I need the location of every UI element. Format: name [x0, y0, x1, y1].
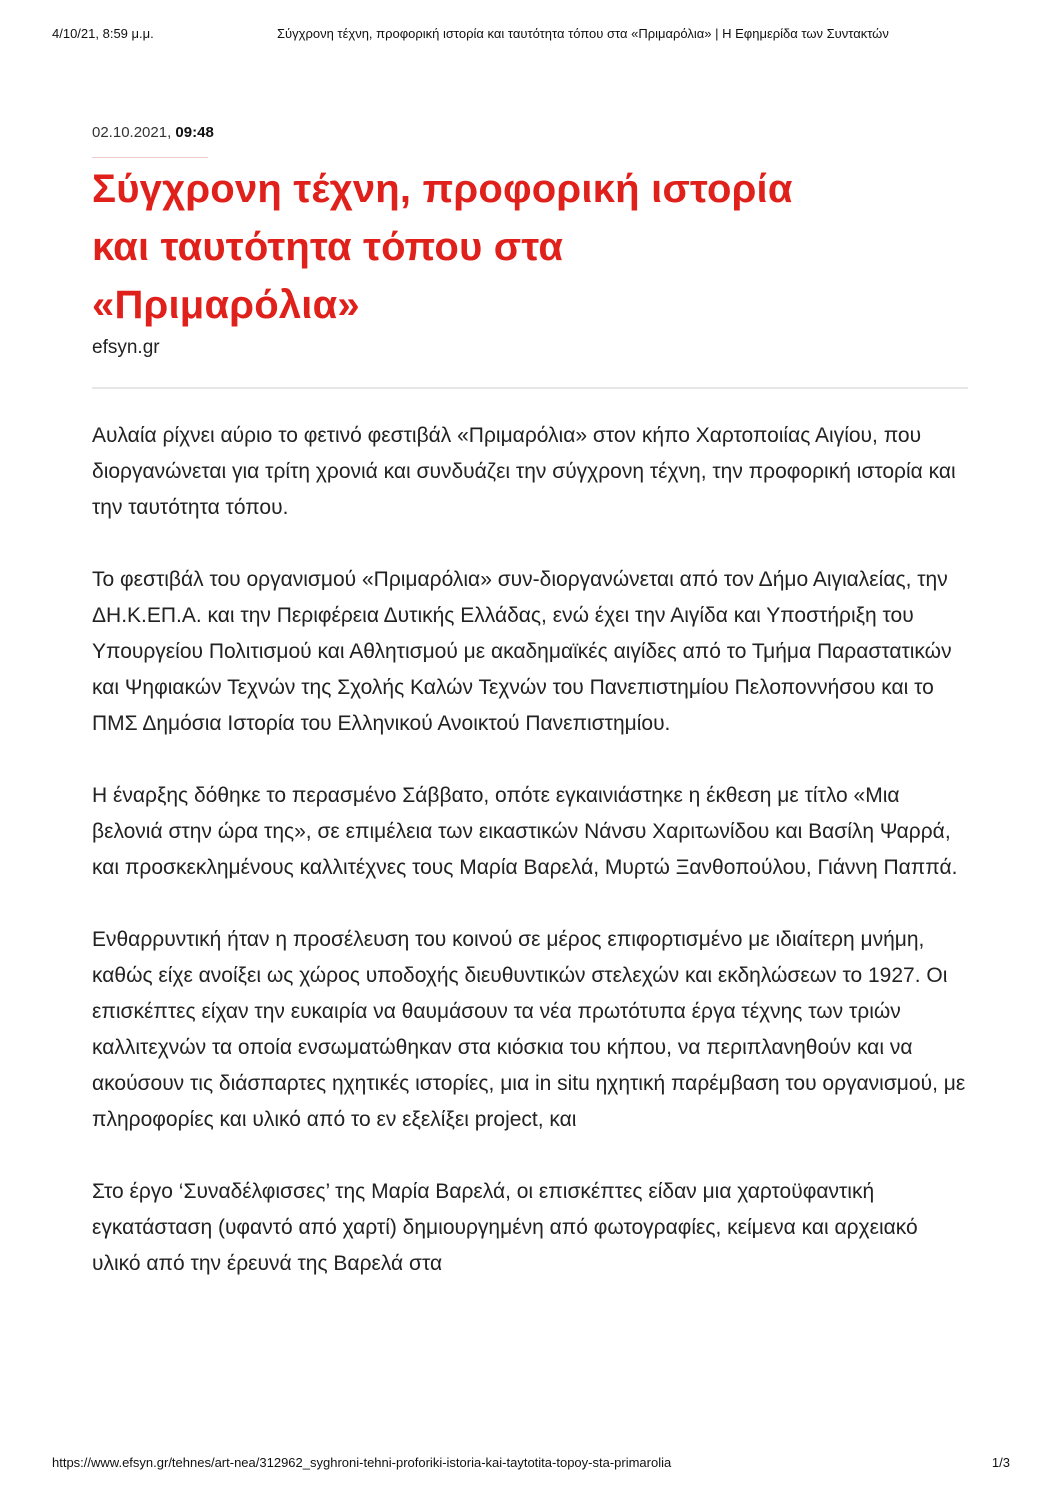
print-page-number: 1/3	[991, 1455, 1010, 1470]
article-paragraph: Το φεστιβάλ του οργανισμού «Πριμαρόλια» συν-διοργανώνεται από τον Δήμο Αιγιαλείας, την ΔΗ.Κ.ΕΠ.Α. και την Περιφέρεια Δυτικής Ελλάδας, ενώ έχει την Αιγίδα και Υποστήριξη του Υπουργείου Πολιτισμού και Αθλητισμού με ακαδημαϊκές αιγίδες από το Τμήμα Παραστατικών και Ψηφιακών Τεχνών της Σχολής Καλών Τεχνών του Πανεπιστημίου Πελοποννήσου και το ΠΜΣ Δημόσια Ιστορία του Ελληνικού Ανοικτού Πανεπιστημίου.	[92, 568, 952, 735]
print-header	[52, 26, 1006, 42]
print-footer	[52, 1455, 1010, 1471]
print-datetime: 4/10/21, 8:59 μ.μ.	[52, 26, 154, 41]
article-meta	[92, 124, 214, 141]
print-page-title: Σύγχρονη τέχνη, προφορική ιστορία και ταυτότητα τόπου στα «Πριμαρόλια» | Η Εφημερίδα των Συντακτών	[277, 26, 889, 41]
article-time: 09:48	[175, 124, 214, 141]
article-paragraph: Ενθαρρυντική ήταν η προσέλευση του κοινού σε μέρος επιφορτισμένο με ιδιαίτερη μνήμη, καθώς είχε ανοίξει ως χώρος υποδοχής διευθυντικών στελεχών και εκδηλώσεων το 1927. Οι επισκέπτες είχαν την ευκαιρία να θαυμάσουν τα νέα πρωτότυπα έργα τέχνης των τριών καλλιτεχνών τα οποία ενσωματώθηκαν στα κιόσκια του κήπου, να περιπλανηθούν και να ακούσουν τις διάσπαρτες ηχητικές ιστορίες, μια in situ ηχητική παρέμβαση του οργανισμού, με πληροφορίες και υλικό από το εν εξελίξει project, και	[92, 928, 966, 1131]
print-url[interactable]: https://www.efsyn.gr/tehnes/art-nea/312962_syghroni-tehni-proforiki-istoria-kai-taytotita-topoy-sta-primarolia	[52, 1455, 672, 1470]
article-paragraph: Η έναρξης δόθηκε το περασμένο Σάββατο, οπότε εγκαινιάστηκε η έκθεση με τίτλο «Μια βελονιά στην ώρα της», σε επιμέλεια των εικαστικών Νάνσυ Χαριτωνίδου και Βασίλη Ψαρρά, και προσκεκλημένους καλλιτέχνες τους Μαρία Βαρελά, Μυρτώ Ξανθοπούλου, Γιάννη Παππά.	[92, 784, 958, 879]
article-paragraph: Στο έργο ‘Συναδέλφισσες’ της Μαρία Βαρελά, οι επισκέπτες είδαν μια χαρτοϋφαντική εγκατάσταση (υφαντό από χαρτί) δημιουργημένη από φωτογραφίες, κείμενα και αρχειακό υλικό από την έρευνά της Βαρελά στα	[92, 1180, 918, 1275]
header-divider	[92, 387, 968, 389]
article-date: 02.10.2021,	[92, 124, 172, 141]
article-headline: Σύγχρονη τέχνη, προφορική ιστορία και ταυτότητα τόπου στα «Πριμαρόλια»	[92, 167, 793, 327]
article-source[interactable]: efsyn.gr	[92, 337, 160, 358]
article-paragraph: Αυλαία ρίχνει αύριο το φετινό φεστιβάλ «Πριμαρόλια» στον κήπο Χαρτοποιίας Αιγίου, που διοργανώνεται για τρίτη χρονιά και συνδυάζει την σύγχρονη τέχνη, την προφορική ιστορία και την ταυτότητα τόπου.	[92, 424, 956, 519]
meta-divider	[92, 157, 208, 158]
article-body	[92, 418, 972, 1318]
